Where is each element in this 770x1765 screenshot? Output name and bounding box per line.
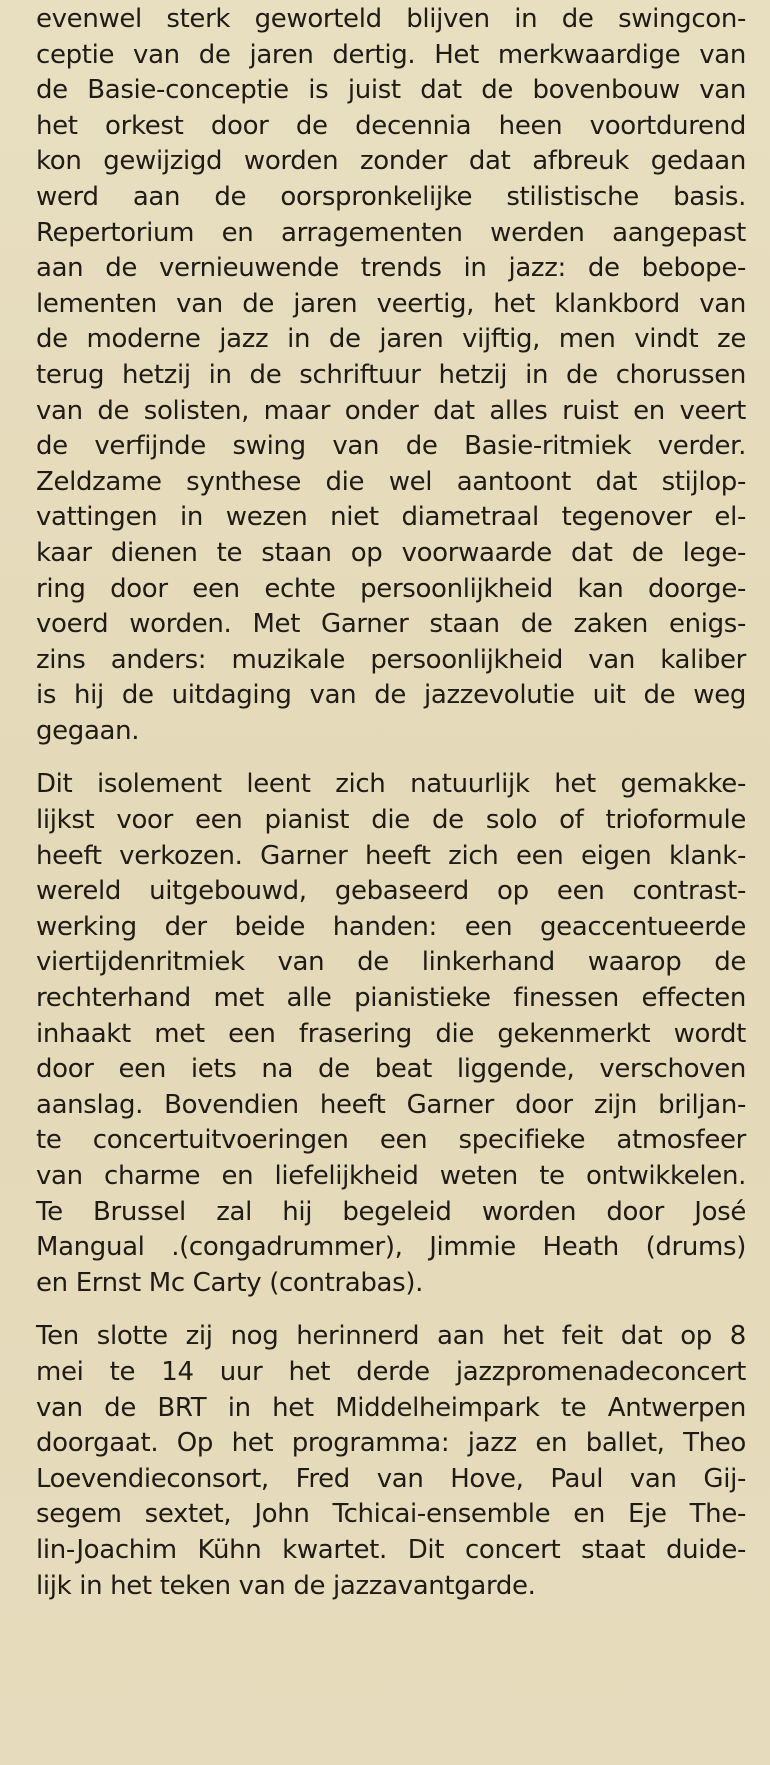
text-line: werking der beide handen: een geaccentueerde (36, 911, 746, 942)
text-line: de moderne jazz in de jaren vijftig, men vindt ze (36, 324, 746, 355)
text-line: evenwel sterk geworteld blijven in de swingcon- (36, 4, 746, 34)
text-line: werd aan de oorspronkelijke stilistische basis. (36, 181, 746, 212)
text-line: gegaan. (36, 715, 140, 746)
text-line: Ten slotte zij nog herinnerd aan het feit dat op 8 (36, 1321, 746, 1352)
text-line: terug hetzij in de schriftuur hetzij in de chorussen (36, 359, 746, 390)
text-line: te concertuitvoeringen een specifieke atmosfeer (36, 1125, 746, 1156)
text-line: van de solisten, maar onder dat alles ruist en veert (36, 395, 746, 426)
text-line: Repertorium en arragementen werden aangepast (36, 217, 746, 248)
text-line: wereld uitgebouwd, gebaseerd op een contrast- (36, 876, 746, 907)
text-line: segem sextet, John Tchicai-ensemble en Eje The- (36, 1499, 746, 1530)
text-line: kon gewijzigd worden zonder dat afbreuk gedaan (36, 146, 746, 177)
text-line: kaar dienen te staan op voorwaarde dat de lege- (36, 537, 746, 568)
text-line: lijk in het teken van de jazzavantgarde. (36, 1570, 536, 1601)
text-line: Te Brussel zal hij begeleid worden door José (36, 1196, 746, 1227)
text-line: voerd worden. Met Garner staan de zaken enigs- (36, 609, 746, 640)
text-line: doorgaat. Op het programma: jazz en ballet, Theo (36, 1428, 746, 1459)
text-line: aan de vernieuwende trends in jazz: de bebope- (36, 253, 746, 284)
text-line: Dit isolement leent zich natuurlijk het gemakke- (36, 769, 746, 800)
text-line: door een iets na de beat liggende, verschoven (36, 1054, 746, 1085)
text-line: het orkest door de decennia heen voortdurend (36, 110, 746, 141)
paragraph-2 (36, 767, 746, 1301)
paragraph-3 (36, 1319, 746, 1604)
text-line: zins anders: muzikale persoonlijkheid van kaliber (36, 644, 746, 675)
text-line: aanslag. Bovendien heeft Garner door zijn briljan- (36, 1089, 746, 1120)
text-line: is hij de uitdaging van de jazzevolutie uit de weg (36, 680, 746, 711)
text-line: van charme en liefelijkheid weten te ontwikkelen. (36, 1161, 746, 1191)
text-line: inhaakt met een frasering die gekenmerkt wordt (36, 1018, 746, 1049)
text-line: lementen van de jaren veertig, het klankbord van (36, 288, 746, 319)
text-line: lin-Joachim Kühn kwartet. Dit concert staat duide- (36, 1534, 746, 1565)
text-line: de verfijnde swing van de Basie-ritmiek verder. (36, 431, 746, 462)
text-line: en Ernst Mc Carty (contrabas). (36, 1267, 424, 1298)
text-line: Mangual .(congadrummer), Jimmie Heath (drums) (36, 1232, 746, 1263)
text-line: van de BRT in het Middelheimpark te Antwerpen (36, 1392, 746, 1423)
text-line: Zeldzame synthese die wel aantoont dat stijlop- (36, 466, 746, 497)
text-line: mei te 14 uur het derde jazzpromenadeconcert (36, 1356, 746, 1387)
paragraph-1 (36, 2, 746, 749)
text-line: rechterhand met alle pianistieke finessen effecten (36, 983, 746, 1014)
text-line: vattingen in wezen niet diametraal tegenover el- (36, 502, 746, 533)
text-line: ring door een echte persoonlijkheid kan doorge- (36, 573, 746, 604)
text-line: heeft verkozen. Garner heeft zich een eigen klank- (36, 840, 746, 871)
text-line: ceptie van de jaren dertig. Het merkwaardige van (36, 39, 746, 70)
text-line: de Basie-conceptie is juist dat de bovenbouw van (36, 75, 746, 106)
article-column (36, 2, 746, 1604)
text-line: Loevendieconsort, Fred van Hove, Paul van Gij- (36, 1463, 746, 1494)
text-line: lijkst voor een pianist die de solo of trioformule (36, 805, 746, 836)
text-line: viertijdenritmiek van de linkerhand waarop de (36, 947, 746, 978)
